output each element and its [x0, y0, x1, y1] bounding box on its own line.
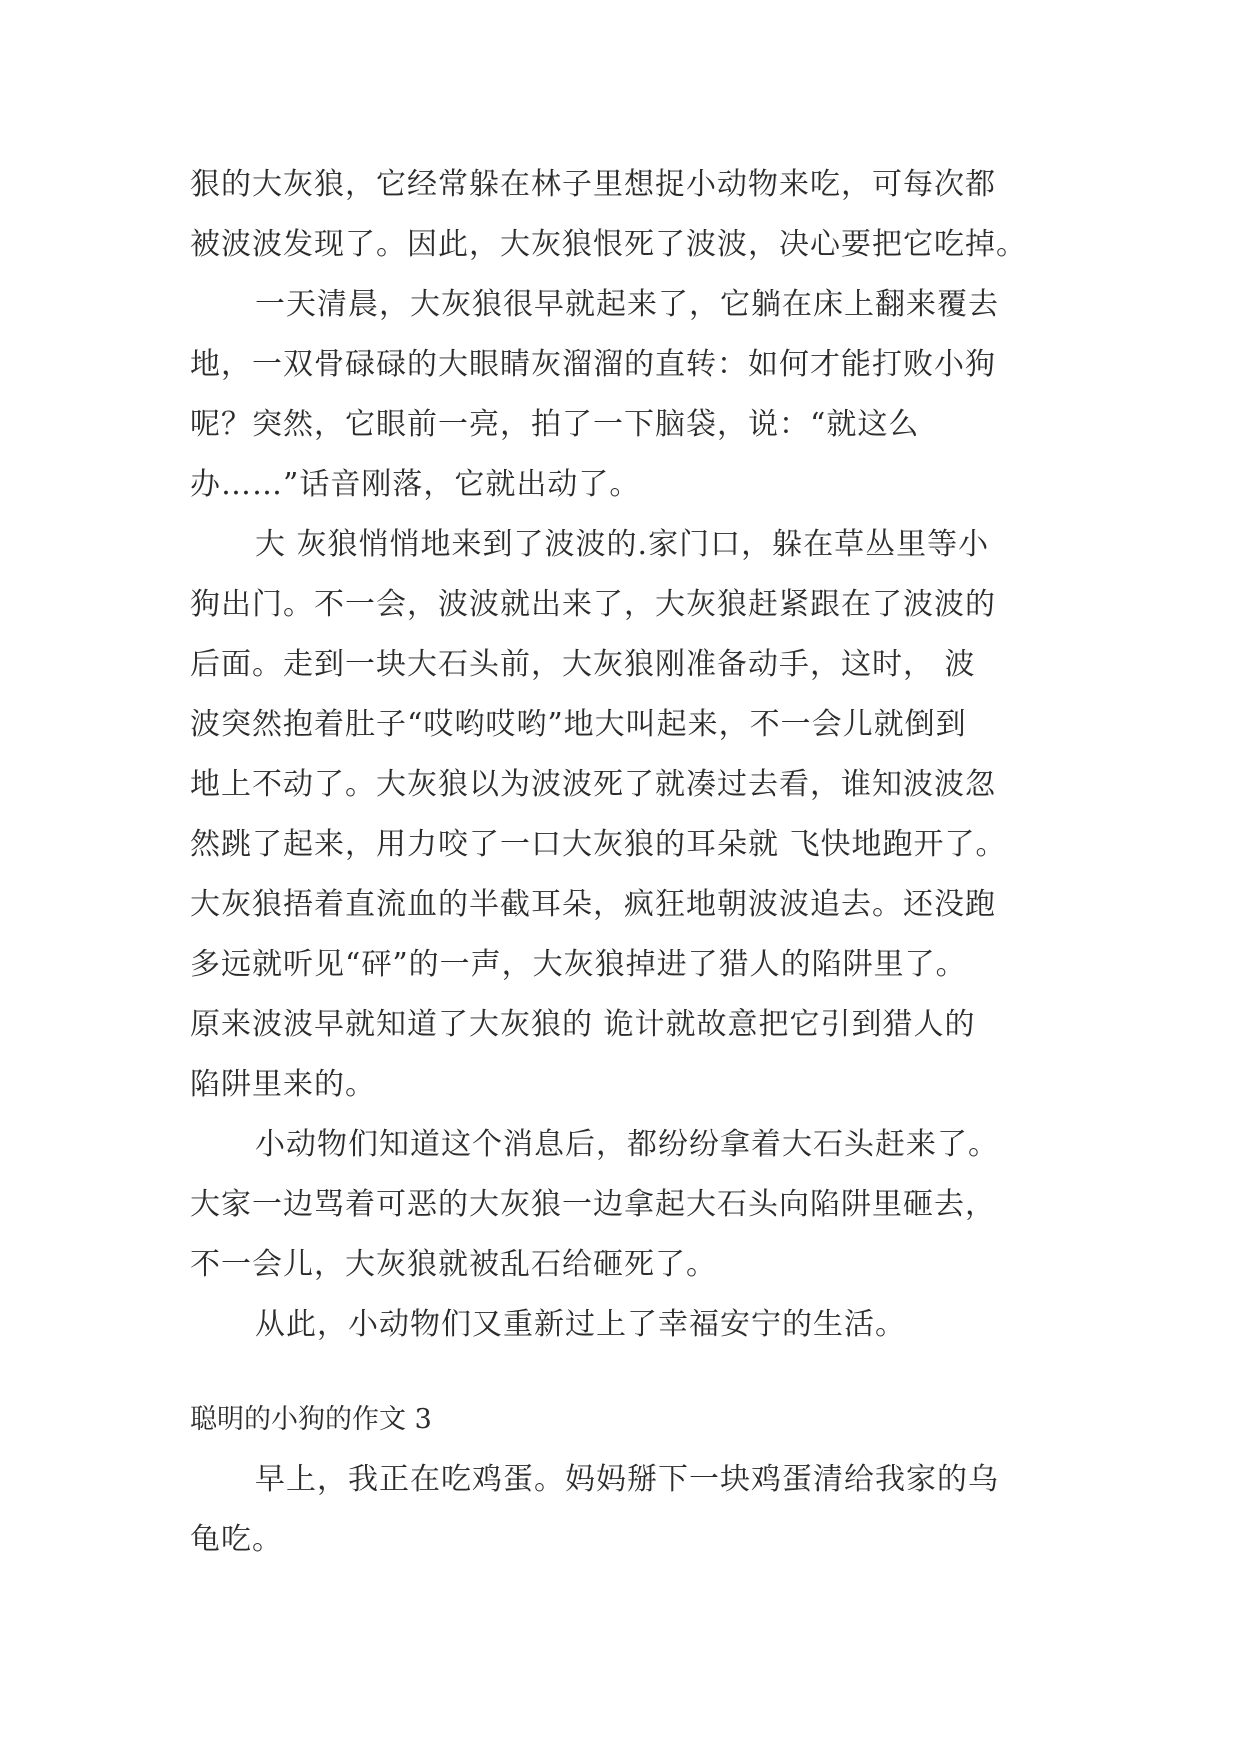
text-line: 多远就听见“砰”的一声，大灰狼掉进了猎人的陷阱里了。	[190, 947, 967, 982]
paragraph-start-line: 从此，小动物们又重新过上了幸福安宁的生活。	[255, 1307, 906, 1342]
text-line: 大灰狼捂着直流血的半截耳朵，疯狂地朝波波追去。还没跑	[190, 887, 996, 922]
section-title: 聪明的小狗的作文 3	[190, 1404, 432, 1435]
text-line: 地上不动了。大灰狼以为波波死了就凑过去看，谁知波波忽	[190, 767, 996, 802]
paragraph-start-line: 早上，我正在吃鸡蛋。妈妈掰下一块鸡蛋清给我家的乌	[255, 1462, 999, 1497]
paragraph-start-line: 一天清晨，大灰狼很早就起来了，它躺在床上翻来覆去	[255, 287, 999, 322]
text-line: 不一会儿，大灰狼就被乱石给砸死了。	[190, 1247, 717, 1282]
text-line: 波突然抱着肚子“哎哟哎哟”地大叫起来，不一会儿就倒到	[190, 707, 967, 742]
text-line: 大家一边骂着可恶的大灰狼一边拿起大石头向陷阱里砸去，	[190, 1187, 996, 1222]
text-line: 龟吃。	[190, 1522, 283, 1557]
text-line: 办……”话音刚落，它就出动了。	[190, 467, 641, 502]
paragraph-start-line: 大 灰狼悄悄地来到了波波的.家门口，躲在草丛里等小	[255, 527, 990, 562]
text-line: 被波波发现了。因此，大灰狼恨死了波波，决心要把它吃掉。	[190, 227, 1027, 262]
text-line: 陷阱里来的。	[190, 1067, 376, 1102]
text-line: 呢？突然，它眼前一亮，拍了一下脑袋，说：“就这么	[190, 407, 920, 442]
text-line: 后面。走到一块大石头前，大灰狼刚准备动手，这时， 波	[190, 647, 976, 682]
paragraph-start-line: 小动物们知道这个消息后，都纷纷拿着大石头赶来了。	[255, 1127, 999, 1162]
text-line: 原来波波早就知道了大灰狼的 诡计就故意把它引到猎人的	[190, 1007, 976, 1042]
text-line: 狗出门。不一会，波波就出来了，大灰狼赶紧跟在了波波的	[190, 587, 996, 622]
text-line: 然跳了起来，用力咬了一口大灰狼的耳朵就 飞快地跑开了。	[190, 827, 1007, 862]
text-line: 狠的大灰狼，它经常躲在林子里想捉小动物来吃，可每次都	[190, 167, 996, 202]
text-line: 地，一双骨碌碌的大眼睛灰溜溜的直转：如何才能打败小狗	[190, 347, 996, 382]
